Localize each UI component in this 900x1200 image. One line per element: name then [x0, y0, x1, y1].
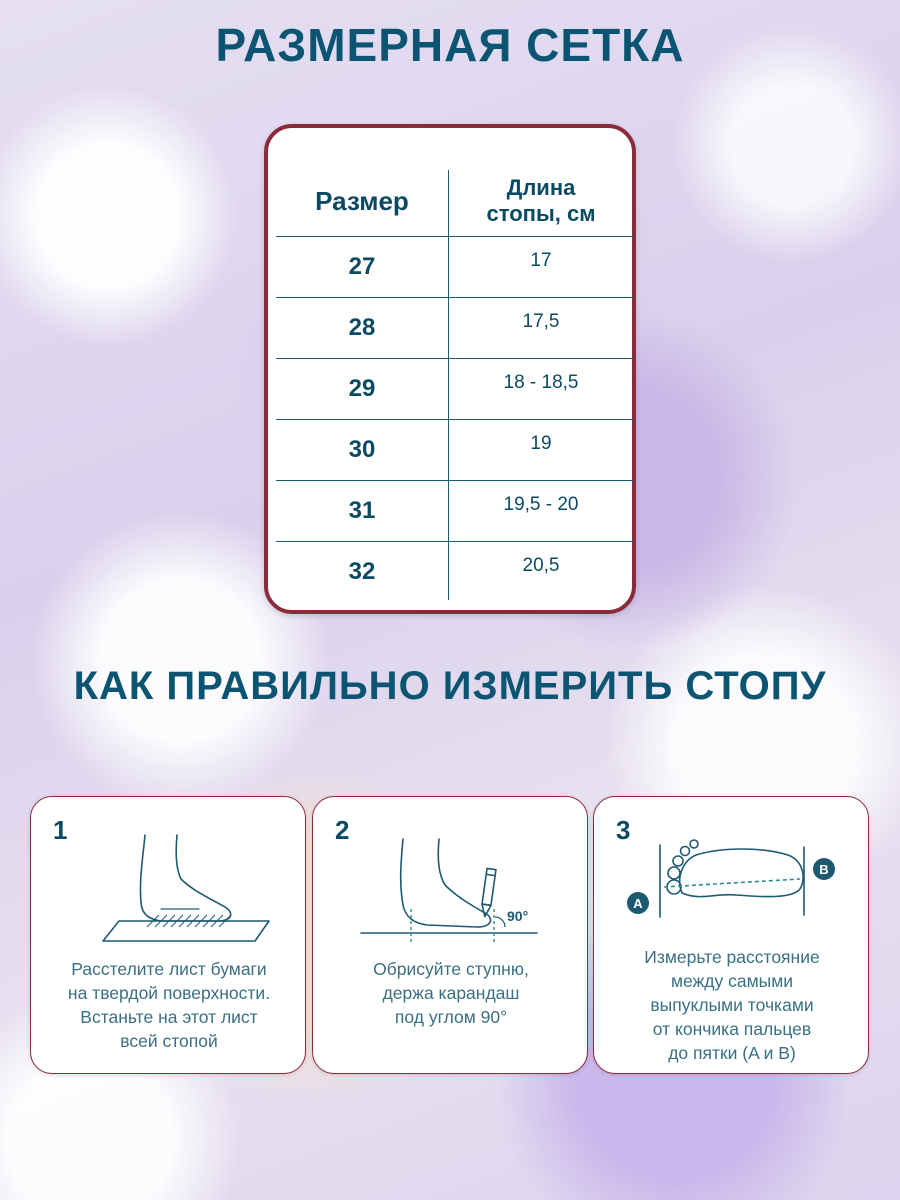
table-row [276, 480, 634, 541]
measure-title: КАК ПРАВИЛЬНО ИЗМЕРИТЬ СТОПУ [73, 664, 827, 708]
point-a-label: A [633, 896, 643, 911]
size-table [276, 166, 634, 602]
length-cell: 17 [530, 250, 552, 271]
table-row [276, 297, 634, 358]
header-foot-length: Длина стопы, см [486, 175, 596, 226]
length-cell: 18 - 18,5 [503, 372, 579, 393]
length-cell: 20,5 [522, 555, 560, 576]
foot-on-paper-icon [49, 817, 289, 957]
table-row [276, 419, 634, 480]
step-card-1 [30, 796, 306, 1074]
pencil-trace-foot-icon [331, 817, 571, 957]
table-header-row [276, 166, 634, 236]
size-cell: 32 [348, 558, 376, 585]
step-card-2 [312, 796, 588, 1074]
table-row [276, 541, 634, 602]
angle-label: 90° [507, 908, 529, 924]
size-chart-title: РАЗМЕРНАЯ СЕТКА [215, 19, 685, 71]
step-number: 1 [53, 815, 68, 845]
step-number: 2 [335, 815, 350, 845]
point-b-label: B [819, 862, 829, 877]
step-card-3 [593, 796, 869, 1074]
size-cell: 27 [348, 253, 376, 280]
size-cell: 29 [348, 375, 376, 402]
table-row [276, 358, 634, 419]
step-description: Измерьте расстояние между самыми выпуклыми точками от кончика пальцев до пятки (A и B) [644, 947, 820, 1063]
length-cell: 19 [530, 433, 552, 454]
step-description: Обрисуйте ступню, держа карандаш под углом 90° [373, 959, 529, 1027]
length-cell: 19,5 - 20 [503, 494, 579, 515]
length-cell: 17,5 [522, 311, 560, 332]
step-description: Расстелите лист бумаги на твердой поверхности. Встаньте на этот лист всей стопой [67, 959, 271, 1051]
size-cell: 31 [348, 497, 376, 524]
size-cell: 28 [348, 314, 376, 341]
step-number: 3 [616, 815, 631, 845]
size-table-card [264, 124, 636, 614]
size-cell: 30 [348, 436, 376, 463]
table-row [276, 236, 634, 297]
header-size: Размер [315, 185, 409, 216]
foot-length-icon [612, 817, 852, 957]
